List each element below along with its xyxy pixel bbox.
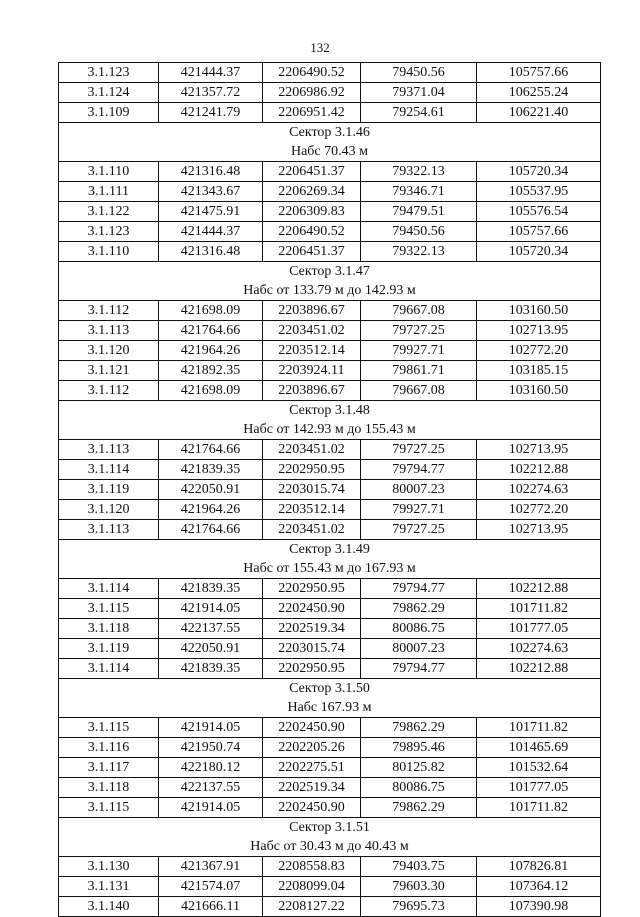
x-coordinate-cell: 421475.91 bbox=[159, 202, 263, 222]
y-local-cell: 101711.82 bbox=[477, 718, 601, 738]
sector-title: Сектор 3.1.48 bbox=[289, 403, 370, 418]
point-id-cell: 3.1.121 bbox=[59, 361, 159, 381]
sector-header-row bbox=[59, 540, 601, 579]
sector-header-row bbox=[59, 818, 601, 857]
y-local-cell: 106255.24 bbox=[477, 83, 601, 103]
point-id-cell: 3.1.130 bbox=[59, 857, 159, 877]
table-row bbox=[59, 381, 601, 401]
point-id-cell: 3.1.120 bbox=[59, 500, 159, 520]
sector-height-range: Набс от 155.43 м до 167.93 м bbox=[243, 561, 416, 576]
table-row bbox=[59, 63, 601, 83]
table-row bbox=[59, 182, 601, 202]
x-local-cell: 79450.56 bbox=[361, 222, 477, 242]
x-coordinate-cell: 421316.48 bbox=[159, 162, 263, 182]
y-local-cell: 102772.20 bbox=[477, 500, 601, 520]
y-local-cell: 101711.82 bbox=[477, 798, 601, 818]
y-local-cell: 102772.20 bbox=[477, 341, 601, 361]
sector-height-range: Набс 70.43 м bbox=[290, 144, 369, 159]
x-coordinate-cell: 421964.26 bbox=[159, 500, 263, 520]
sector-title: Сектор 3.1.49 bbox=[289, 542, 370, 557]
y-local-cell: 107826.81 bbox=[477, 857, 601, 877]
point-id-cell: 3.1.110 bbox=[59, 162, 159, 182]
x-local-cell: 79861.71 bbox=[361, 361, 477, 381]
y-local-cell: 105757.66 bbox=[477, 63, 601, 83]
sector-title: Сектор 3.1.46 bbox=[289, 125, 370, 140]
x-coordinate-cell: 421316.48 bbox=[159, 242, 263, 262]
y-local-cell: 103160.50 bbox=[477, 381, 601, 401]
x-local-cell: 79927.71 bbox=[361, 500, 477, 520]
table-row bbox=[59, 738, 601, 758]
y-coordinate-cell: 2202450.90 bbox=[263, 718, 361, 738]
sector-title: Сектор 3.1.50 bbox=[289, 681, 370, 696]
y-local-cell: 101711.82 bbox=[477, 599, 601, 619]
x-coordinate-cell: 421367.91 bbox=[159, 857, 263, 877]
x-local-cell: 79322.13 bbox=[361, 242, 477, 262]
x-coordinate-cell: 422050.91 bbox=[159, 480, 263, 500]
y-coordinate-cell: 2202275.51 bbox=[263, 758, 361, 778]
x-local-cell: 79862.29 bbox=[361, 718, 477, 738]
point-id-cell: 3.1.115 bbox=[59, 599, 159, 619]
y-coordinate-cell: 2206451.37 bbox=[263, 242, 361, 262]
y-coordinate-cell: 2206490.52 bbox=[263, 63, 361, 83]
y-coordinate-cell: 2208127.22 bbox=[263, 897, 361, 917]
y-coordinate-cell: 2203451.02 bbox=[263, 321, 361, 341]
table-row bbox=[59, 897, 601, 917]
y-coordinate-cell: 2203896.67 bbox=[263, 301, 361, 321]
table-row bbox=[59, 500, 601, 520]
x-coordinate-cell: 421698.09 bbox=[159, 301, 263, 321]
sector-header-row bbox=[59, 679, 601, 718]
y-coordinate-cell: 2203451.02 bbox=[263, 520, 361, 540]
x-coordinate-cell: 421839.35 bbox=[159, 460, 263, 480]
point-id-cell: 3.1.118 bbox=[59, 778, 159, 798]
y-local-cell: 102274.63 bbox=[477, 480, 601, 500]
y-coordinate-cell: 2202205.26 bbox=[263, 738, 361, 758]
coordinates-table-body bbox=[59, 63, 601, 917]
y-coordinate-cell: 2202950.95 bbox=[263, 460, 361, 480]
point-id-cell: 3.1.109 bbox=[59, 103, 159, 123]
x-local-cell: 79667.08 bbox=[361, 381, 477, 401]
x-local-cell: 79450.56 bbox=[361, 63, 477, 83]
y-local-cell: 103185.15 bbox=[477, 361, 601, 381]
x-coordinate-cell: 421964.26 bbox=[159, 341, 263, 361]
y-local-cell: 102212.88 bbox=[477, 659, 601, 679]
x-coordinate-cell: 421950.74 bbox=[159, 738, 263, 758]
y-local-cell: 102212.88 bbox=[477, 579, 601, 599]
y-coordinate-cell: 2203512.14 bbox=[263, 341, 361, 361]
x-local-cell: 80007.23 bbox=[361, 639, 477, 659]
x-coordinate-cell: 421357.72 bbox=[159, 83, 263, 103]
table-row bbox=[59, 480, 601, 500]
x-local-cell: 79794.77 bbox=[361, 659, 477, 679]
table-row bbox=[59, 778, 601, 798]
point-id-cell: 3.1.114 bbox=[59, 460, 159, 480]
table-row bbox=[59, 520, 601, 540]
x-local-cell: 79371.04 bbox=[361, 83, 477, 103]
point-id-cell: 3.1.110 bbox=[59, 242, 159, 262]
x-local-cell: 79727.25 bbox=[361, 321, 477, 341]
table-row bbox=[59, 222, 601, 242]
x-local-cell: 79895.46 bbox=[361, 738, 477, 758]
y-local-cell: 106221.40 bbox=[477, 103, 601, 123]
y-local-cell: 103160.50 bbox=[477, 301, 601, 321]
point-id-cell: 3.1.113 bbox=[59, 520, 159, 540]
page-number: 132 bbox=[310, 40, 330, 55]
x-local-cell: 80007.23 bbox=[361, 480, 477, 500]
x-coordinate-cell: 421764.66 bbox=[159, 520, 263, 540]
y-coordinate-cell: 2203924.11 bbox=[263, 361, 361, 381]
sector-header bbox=[59, 401, 601, 440]
table-row bbox=[59, 877, 601, 897]
y-coordinate-cell: 2206309.83 bbox=[263, 202, 361, 222]
x-coordinate-cell: 422050.91 bbox=[159, 639, 263, 659]
point-id-cell: 3.1.124 bbox=[59, 83, 159, 103]
y-local-cell: 105720.34 bbox=[477, 162, 601, 182]
x-coordinate-cell: 421698.09 bbox=[159, 381, 263, 401]
y-local-cell: 102212.88 bbox=[477, 460, 601, 480]
point-id-cell: 3.1.116 bbox=[59, 738, 159, 758]
sector-title: Сектор 3.1.51 bbox=[289, 820, 370, 835]
x-local-cell: 80125.82 bbox=[361, 758, 477, 778]
y-local-cell: 102713.95 bbox=[477, 440, 601, 460]
sector-height-range: Набс от 133.79 м до 142.93 м bbox=[243, 283, 416, 298]
table-row bbox=[59, 758, 601, 778]
table-row bbox=[59, 579, 601, 599]
x-local-cell: 79695.73 bbox=[361, 897, 477, 917]
table-row bbox=[59, 440, 601, 460]
sector-height-range: Набс от 30.43 м до 40.43 м bbox=[250, 839, 409, 854]
x-coordinate-cell: 421839.35 bbox=[159, 579, 263, 599]
y-local-cell: 101465.69 bbox=[477, 738, 601, 758]
point-id-cell: 3.1.113 bbox=[59, 321, 159, 341]
y-coordinate-cell: 2206986.92 bbox=[263, 83, 361, 103]
y-coordinate-cell: 2206951.42 bbox=[263, 103, 361, 123]
x-local-cell: 79346.71 bbox=[361, 182, 477, 202]
x-local-cell: 79794.77 bbox=[361, 460, 477, 480]
y-coordinate-cell: 2208558.83 bbox=[263, 857, 361, 877]
table-row bbox=[59, 619, 601, 639]
x-local-cell: 79862.29 bbox=[361, 798, 477, 818]
sector-title: Сектор 3.1.47 bbox=[289, 264, 370, 279]
point-id-cell: 3.1.112 bbox=[59, 381, 159, 401]
x-local-cell: 79667.08 bbox=[361, 301, 477, 321]
sector-header bbox=[59, 123, 601, 162]
x-coordinate-cell: 421574.07 bbox=[159, 877, 263, 897]
table-row bbox=[59, 659, 601, 679]
sector-height-range: Набс от 142.93 м до 155.43 м bbox=[243, 422, 416, 437]
table-row bbox=[59, 718, 601, 738]
x-local-cell: 80086.75 bbox=[361, 778, 477, 798]
point-id-cell: 3.1.115 bbox=[59, 798, 159, 818]
table-row bbox=[59, 857, 601, 877]
x-local-cell: 79794.77 bbox=[361, 579, 477, 599]
table-row bbox=[59, 162, 601, 182]
point-id-cell: 3.1.119 bbox=[59, 639, 159, 659]
y-coordinate-cell: 2206269.34 bbox=[263, 182, 361, 202]
y-coordinate-cell: 2203015.74 bbox=[263, 639, 361, 659]
table-row bbox=[59, 83, 601, 103]
x-coordinate-cell: 421914.05 bbox=[159, 798, 263, 818]
y-coordinate-cell: 2203512.14 bbox=[263, 500, 361, 520]
y-coordinate-cell: 2202519.34 bbox=[263, 619, 361, 639]
point-id-cell: 3.1.114 bbox=[59, 659, 159, 679]
point-id-cell: 3.1.131 bbox=[59, 877, 159, 897]
point-id-cell: 3.1.115 bbox=[59, 718, 159, 738]
y-coordinate-cell: 2202519.34 bbox=[263, 778, 361, 798]
y-coordinate-cell: 2202450.90 bbox=[263, 798, 361, 818]
y-local-cell: 102274.63 bbox=[477, 639, 601, 659]
table-row bbox=[59, 301, 601, 321]
table-row bbox=[59, 599, 601, 619]
x-local-cell: 79254.61 bbox=[361, 103, 477, 123]
y-local-cell: 102713.95 bbox=[477, 520, 601, 540]
y-local-cell: 101777.05 bbox=[477, 619, 601, 639]
y-local-cell: 101777.05 bbox=[477, 778, 601, 798]
x-coordinate-cell: 421444.37 bbox=[159, 222, 263, 242]
sector-height-range: Набс 167.93 м bbox=[287, 700, 372, 715]
x-local-cell: 79727.25 bbox=[361, 440, 477, 460]
x-local-cell: 79727.25 bbox=[361, 520, 477, 540]
sector-header-row bbox=[59, 401, 601, 440]
table-row bbox=[59, 639, 601, 659]
x-local-cell: 79603.30 bbox=[361, 877, 477, 897]
point-id-cell: 3.1.122 bbox=[59, 202, 159, 222]
x-local-cell: 79862.29 bbox=[361, 599, 477, 619]
y-local-cell: 105757.66 bbox=[477, 222, 601, 242]
table-row bbox=[59, 361, 601, 381]
x-local-cell: 79403.75 bbox=[361, 857, 477, 877]
table-row bbox=[59, 321, 601, 341]
y-local-cell: 105720.34 bbox=[477, 242, 601, 262]
point-id-cell: 3.1.118 bbox=[59, 619, 159, 639]
y-coordinate-cell: 2203015.74 bbox=[263, 480, 361, 500]
point-id-cell: 3.1.112 bbox=[59, 301, 159, 321]
y-coordinate-cell: 2206490.52 bbox=[263, 222, 361, 242]
table-row bbox=[59, 798, 601, 818]
sector-header-row bbox=[59, 123, 601, 162]
y-local-cell: 101532.64 bbox=[477, 758, 601, 778]
x-coordinate-cell: 421839.35 bbox=[159, 659, 263, 679]
x-local-cell: 80086.75 bbox=[361, 619, 477, 639]
x-coordinate-cell: 422137.55 bbox=[159, 778, 263, 798]
sector-header-row bbox=[59, 262, 601, 301]
table-row bbox=[59, 460, 601, 480]
y-local-cell: 107390.98 bbox=[477, 897, 601, 917]
x-coordinate-cell: 422137.55 bbox=[159, 619, 263, 639]
x-coordinate-cell: 421444.37 bbox=[159, 63, 263, 83]
y-coordinate-cell: 2203896.67 bbox=[263, 381, 361, 401]
x-coordinate-cell: 421764.66 bbox=[159, 321, 263, 341]
x-coordinate-cell: 421764.66 bbox=[159, 440, 263, 460]
point-id-cell: 3.1.123 bbox=[59, 63, 159, 83]
point-id-cell: 3.1.111 bbox=[59, 182, 159, 202]
y-local-cell: 105537.95 bbox=[477, 182, 601, 202]
sector-header bbox=[59, 679, 601, 718]
sector-header bbox=[59, 262, 601, 301]
point-id-cell: 3.1.119 bbox=[59, 480, 159, 500]
y-local-cell: 102713.95 bbox=[477, 321, 601, 341]
point-id-cell: 3.1.123 bbox=[59, 222, 159, 242]
x-local-cell: 79927.71 bbox=[361, 341, 477, 361]
x-coordinate-cell: 421914.05 bbox=[159, 718, 263, 738]
point-id-cell: 3.1.140 bbox=[59, 897, 159, 917]
y-coordinate-cell: 2202950.95 bbox=[263, 579, 361, 599]
x-local-cell: 79322.13 bbox=[361, 162, 477, 182]
x-local-cell: 79479.51 bbox=[361, 202, 477, 222]
table-row bbox=[59, 341, 601, 361]
x-coordinate-cell: 421892.35 bbox=[159, 361, 263, 381]
y-coordinate-cell: 2202950.95 bbox=[263, 659, 361, 679]
y-coordinate-cell: 2206451.37 bbox=[263, 162, 361, 182]
y-local-cell: 105576.54 bbox=[477, 202, 601, 222]
sector-header bbox=[59, 818, 601, 857]
y-coordinate-cell: 2208099.04 bbox=[263, 877, 361, 897]
point-id-cell: 3.1.113 bbox=[59, 440, 159, 460]
coordinates-table bbox=[58, 62, 601, 917]
point-id-cell: 3.1.114 bbox=[59, 579, 159, 599]
y-local-cell: 107364.12 bbox=[477, 877, 601, 897]
sector-header bbox=[59, 540, 601, 579]
x-coordinate-cell: 421241.79 bbox=[159, 103, 263, 123]
x-coordinate-cell: 421343.67 bbox=[159, 182, 263, 202]
y-coordinate-cell: 2202450.90 bbox=[263, 599, 361, 619]
x-coordinate-cell: 421666.11 bbox=[159, 897, 263, 917]
x-coordinate-cell: 422180.12 bbox=[159, 758, 263, 778]
table-row bbox=[59, 242, 601, 262]
table-row bbox=[59, 202, 601, 222]
x-coordinate-cell: 421914.05 bbox=[159, 599, 263, 619]
y-coordinate-cell: 2203451.02 bbox=[263, 440, 361, 460]
table-row bbox=[59, 103, 601, 123]
point-id-cell: 3.1.117 bbox=[59, 758, 159, 778]
point-id-cell: 3.1.120 bbox=[59, 341, 159, 361]
